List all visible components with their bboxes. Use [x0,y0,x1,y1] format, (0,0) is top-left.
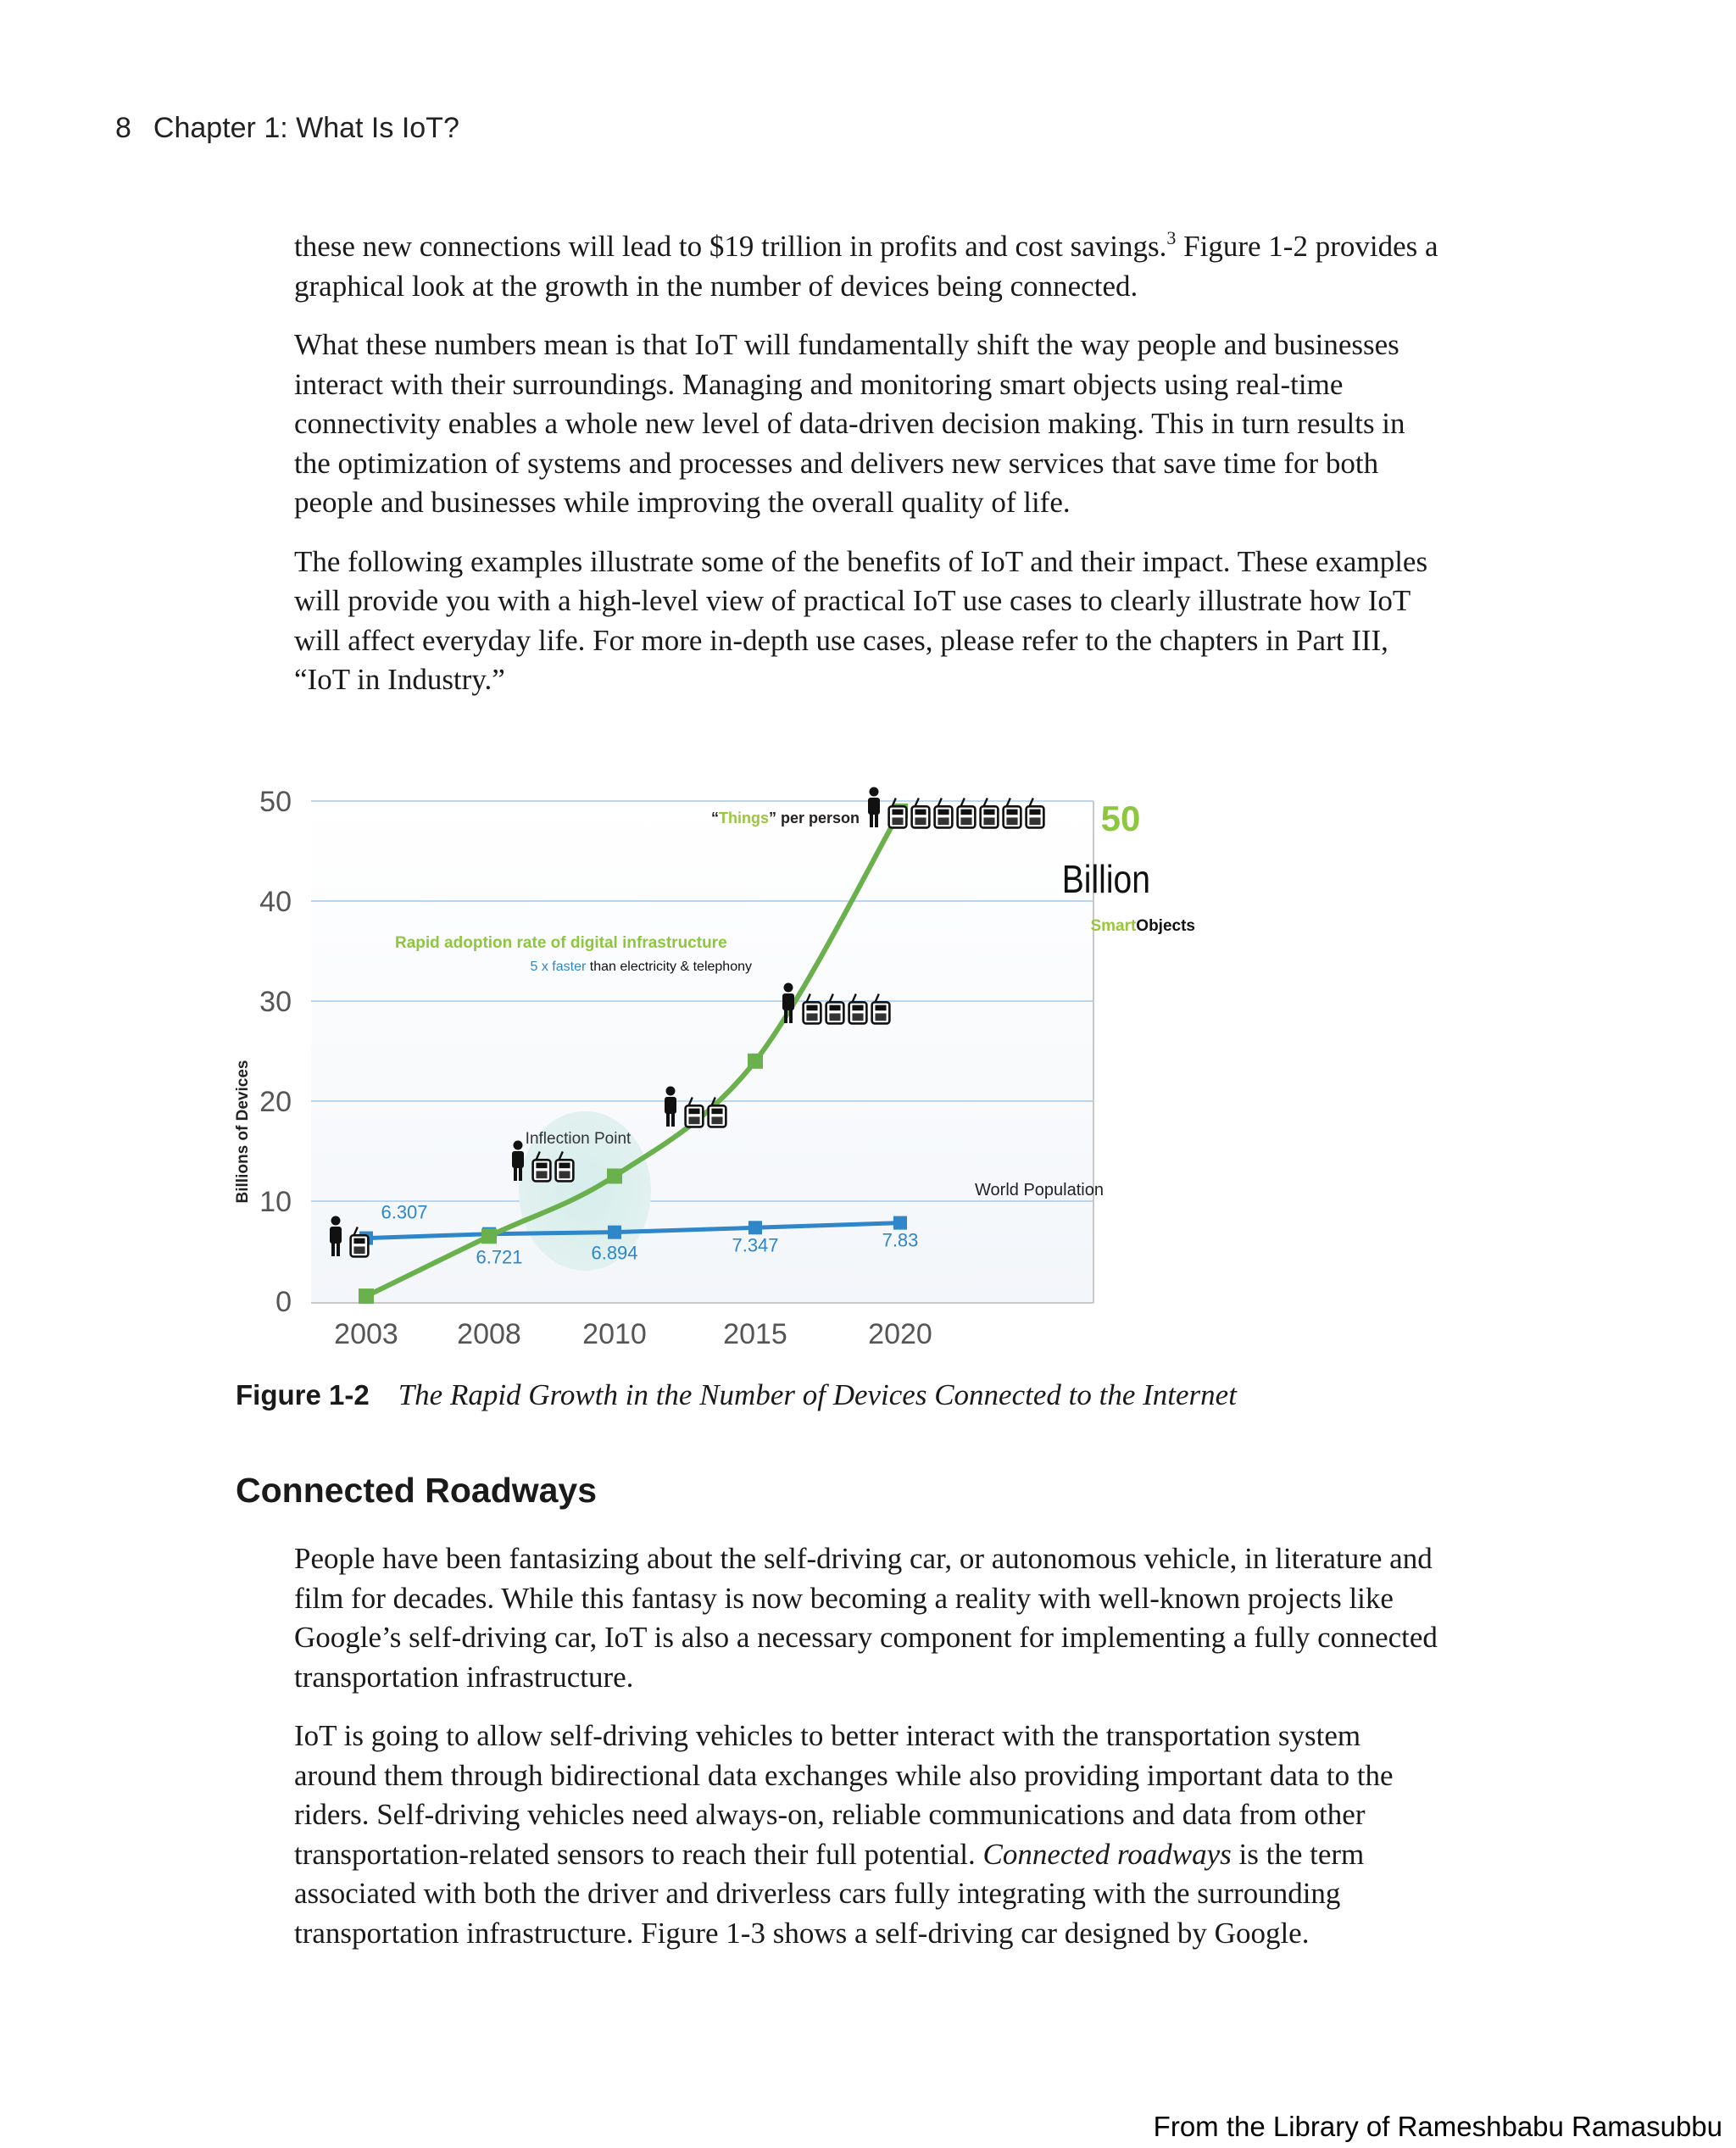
connected-roadways-text [294,1539,1447,1973]
y-axis-ticks [259,786,292,1318]
population-label-2003: 6.307 [381,1201,428,1223]
figure-title: The Rapid Growth in the Number of Devices Connected to the Internet [398,1378,1237,1411]
paragraph-1-text-cont: Figure 1-2 provides a graphical look at the growth in the number of devices being connected. [294,230,1438,303]
x-axis-ticks [334,1318,932,1350]
billion-label: Billion [1061,858,1150,902]
population-label-2020: 7.83 [882,1229,919,1251]
roadways-paragraph-1: People have been fantasizing about the self-driving car, or autonomous vehicle, in literature and film for decades. While this fantasy is now becoming a reality with well-known projects like Google’s self-driving car, IoT is also a necessary component for implementing a fully connected transportation infrastructure. [294,1542,1438,1694]
population-label-2008: 6.721 [476,1246,523,1268]
device-growth-chart [222,767,1239,1377]
footnote-ref[interactable]: 3 [1166,227,1177,248]
rapid-adoption-label: Rapid adoption rate of digital infrastructure [395,934,727,952]
y-tick-40: 40 [259,886,292,918]
things-word: Things [718,810,769,826]
smart-objects-point-2008 [481,1228,497,1244]
fifty-label: 50 [1100,799,1141,838]
things-quote-close: ” [768,810,776,826]
x-tick-2003: 2003 [334,1318,398,1350]
y-tick-20: 20 [259,1086,292,1118]
paragraph-3: The following examples illustrate some of the benefits of IoT and their impact. These examples will provide you with a high-level view of practical IoT use cases to clearly illustrate how IoT will affect everyday life. For more in-depth use cases, please refer to the chapters in Part III, “IoT in Industry.” [294,544,1428,696]
figure-caption [236,1378,1237,1412]
x-tick-2015: 2015 [723,1318,787,1350]
section-heading: Connected Roadways [236,1471,598,1510]
smart-objects-point-2010 [607,1169,622,1184]
things-rest: per person [776,810,860,826]
faster-rest: than electricity & telephony [586,960,752,974]
population-point-2020 [893,1216,907,1230]
figure-chart [222,767,1239,1377]
inflection-point-label: Inflection Point [525,1130,632,1148]
roadways-paragraph-2-text-cont: is the term associated with both the driver and driverless cars fully integrating with the surrounding transportation infrastructure. Figure 1-3 shows a self-driving car designed by Google. [294,1837,1365,1950]
things-per-person-label [711,810,860,826]
world-population-label: World Population [975,1181,1104,1199]
chapter-title: Chapter 1: What Is IoT? [153,112,459,144]
figure-number: Figure 1-2 [236,1379,370,1411]
intro-text-block [294,227,1447,720]
paragraph-2: What these numbers mean is that IoT will fundamentally shift the way people and businesses interact with their surroundings. Managing and monitoring smart objects using real-time connectivity enables a whole new level of data-driven decision making. This in turn results in the optimization of systems and processes and delivers new services that save time for both people and businesses while improving the overall quality of life. [294,328,1405,519]
population-point-2015 [748,1221,762,1234]
y-tick-10: 10 [259,1186,292,1218]
paragraph-1-text: these new connections will lead to $19 trillion in profits and cost savings. [294,230,1167,263]
smart-objects-label [1090,917,1195,935]
paragraph-1 [294,227,1447,306]
faster-label [531,960,752,974]
x-tick-2010: 2010 [582,1318,647,1350]
connected-roadways-term: Connected roadways [982,1837,1232,1871]
library-footer: From the Library of Rameshbabu Ramasubbu [1153,2111,1722,2142]
smart-objects-point-2015 [748,1054,763,1069]
roadways-paragraph-2-text: IoT is going to allow self-driving vehicles to better interact with the transportation system around them through bidirectional data exchanges while also providing important data to the riders. Self-driving vehicles need always-on, reliable communications and data from other transportation-related sensors to reach their full potential. [294,1719,1394,1871]
y-tick-50: 50 [259,786,292,818]
y-axis-label: Billions of Devices [234,1060,252,1204]
objects-word: Objects [1136,917,1195,935]
y-tick-0: 0 [275,1286,292,1318]
population-label-2015: 7.347 [732,1234,779,1256]
running-head [115,112,459,145]
population-label-2010: 6.894 [591,1242,638,1264]
page-number: 8 [115,112,131,144]
things-quote-open: “ [710,810,719,826]
smart-word: Smart [1090,917,1137,935]
roadways-paragraph-2 [294,1717,1447,1953]
faster-colored: 5 x faster [530,960,587,974]
x-tick-2020: 2020 [868,1318,932,1350]
population-point-2010 [608,1226,621,1239]
y-tick-30: 30 [259,986,292,1018]
smart-objects-point-2003 [359,1288,374,1304]
x-tick-2008: 2008 [457,1318,521,1350]
